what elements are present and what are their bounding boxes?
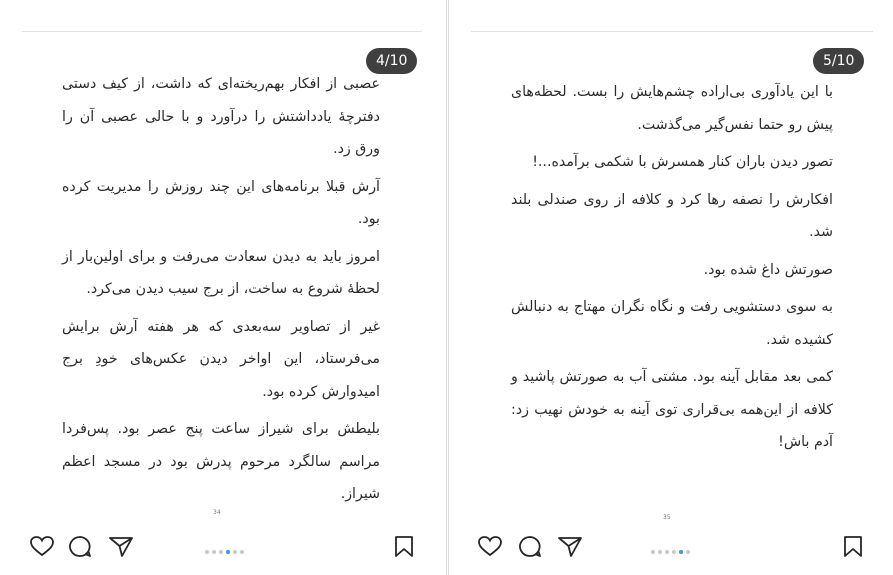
carousel-dot — [672, 550, 676, 554]
paragraph: صورتش داغ شده بود. — [703, 261, 833, 278]
send-icon[interactable] — [557, 535, 583, 557]
divider — [471, 31, 873, 32]
carousel-dot-active — [226, 550, 230, 554]
carousel-dots — [205, 550, 244, 554]
heart-icon[interactable] — [477, 535, 503, 557]
bookmark-icon[interactable] — [842, 535, 864, 557]
carousel-dot — [205, 550, 209, 554]
carousel-dot — [233, 550, 237, 554]
paragraph: بلیطش برای شیراز ساعت پنج عصر بود. پس‌فردا مراسم سالگرد مرحوم پدرش بود در مسجد اعظم شیراز. — [62, 421, 380, 502]
page-text — [511, 76, 833, 464]
page-number: 35 — [663, 514, 671, 521]
paragraph: افکارش را نصفه رها کرد و کلافه از روی صندلی بلند شد. — [511, 191, 833, 240]
page-number: 34 — [213, 509, 221, 516]
carousel-dot — [212, 550, 216, 554]
post-right — [448, 0, 893, 575]
carousel-dot — [665, 550, 669, 554]
comment-icon[interactable] — [68, 535, 92, 557]
divider — [22, 31, 422, 32]
paragraph: غیر از تصاویر سه‌بعدی که هر هفته آرش برایش می‌فرستاد، این اواخر دیدن عکس‌های خودِ برج امیدوارش کرده بود. — [62, 318, 380, 400]
page-text — [62, 68, 380, 516]
paragraph: با این یادآوری بی‌اراده چشم‌هایش را بست. لحظه‌های پیش رو حتما نفس‌گیر می‌گذشت. — [511, 84, 833, 133]
carousel-dot — [240, 550, 244, 554]
bookmark-icon[interactable] — [393, 535, 415, 557]
carousel-dots — [651, 550, 690, 554]
paragraph: امروز باید به دیدن سعادت می‌رفت و برای اولین‌بار از لحظهٔ شروع به ساخت، از برج سیب دیدن می‌کرد. — [62, 248, 380, 297]
paragraph: عصبی از افکار بهم‌ریخته‌ای که داشت، از کیف دستی دفترچهٔ یادداشتش را درآورد و با حالی عصبی آن را ورق زد. — [62, 76, 380, 157]
carousel-dot — [658, 550, 662, 554]
paragraph: به سوی دستشویی رفت و نگاه نگران مهتاج به دنبالش کشیده شد. — [511, 299, 833, 348]
paragraph: آرش قبلا برنامه‌های این چند روزش را مدیریت کرده بود. — [62, 178, 380, 227]
carousel-dot-active — [679, 550, 683, 554]
heart-icon[interactable] — [29, 535, 55, 557]
paragraph: کمی بعد مقابل آینه بود. مشتی آب به صورتش پاشید و کلافه از این‌همه بی‌قراری توی آینه به خودش نهیب زد: آدم باش! — [511, 369, 833, 450]
carousel-dot — [651, 550, 655, 554]
comment-icon[interactable] — [518, 535, 542, 557]
carousel-dot — [686, 550, 690, 554]
slide-counter: 4/10 — [366, 48, 417, 74]
carousel-dot — [219, 550, 223, 554]
slide-counter: 5/10 — [813, 48, 864, 74]
paragraph: تصور دیدن باران کنار همسرش با شکمی برآمده...! — [532, 154, 833, 170]
send-icon[interactable] — [108, 535, 134, 557]
